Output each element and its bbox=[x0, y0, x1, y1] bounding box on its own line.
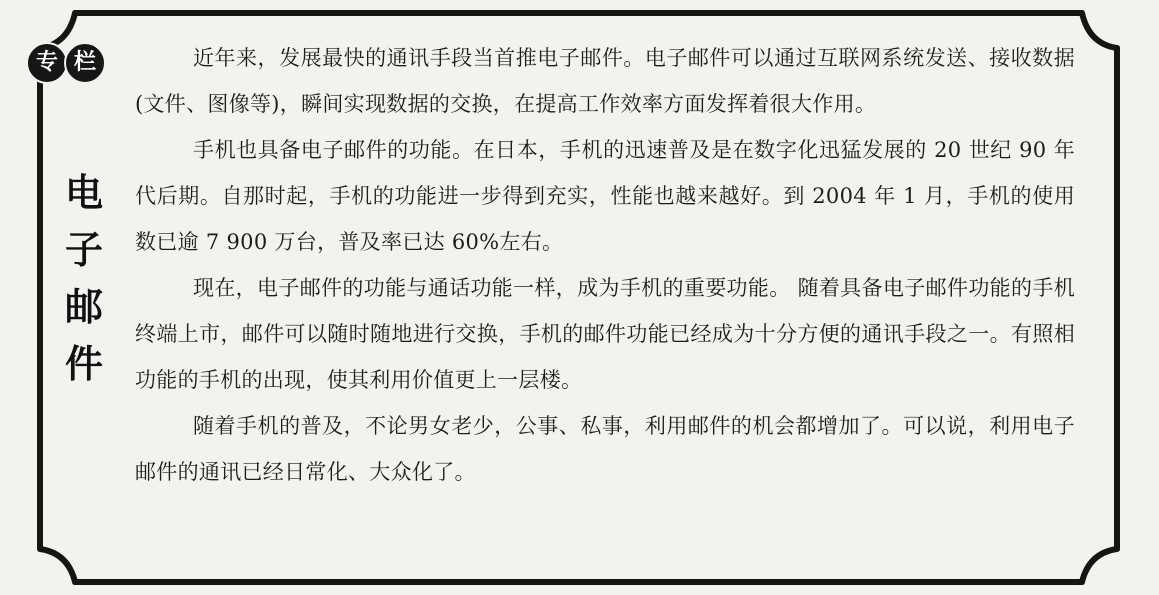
paragraph: 手机也具备电子邮件的功能。在日本，手机的迅速普及是在数字化迅猛发展的 20 世纪 90 年代后期。自那时起，手机的功能进一步得到充实，性能也越来越好。到 2004 年 1 月，手机的使用数已逾 7 900 万台，普及率已达 60%左右。 bbox=[135, 138, 1075, 254]
paragraph: 近年来，发展最快的通讯手段当首推电子邮件。电子邮件可以通过互联网系统发送、接收数据(文件、图像等)，瞬间实现数据的交换，在提高工作效率方面发挥着很大作用。 bbox=[135, 46, 1075, 116]
article-body bbox=[135, 35, 1075, 495]
paragraph: 现在，电子邮件的功能与通话功能一样，成为手机的重要功能。 随着具备电子邮件功能的手机终端上市，邮件可以随时随地进行交换，手机的邮件功能已经成为十分方便的通讯手段之一。有照相功能的手机的出现，使其利用价值更上一层楼。 bbox=[135, 276, 1075, 392]
paragraph: 随着手机的普及，不论男女老少，公事、私事，利用邮件的机会都增加了。可以说，利用电子邮件的通讯已经日常化、大众化了。 bbox=[135, 414, 1075, 484]
badge-char: 栏 bbox=[64, 42, 106, 84]
title-char: 电 bbox=[64, 171, 103, 215]
column-badge bbox=[26, 42, 102, 84]
title-char: 邮 bbox=[64, 285, 103, 329]
title-char: 子 bbox=[64, 228, 103, 272]
title-char: 件 bbox=[64, 342, 103, 386]
vertical-title bbox=[56, 165, 112, 393]
badge-char: 专 bbox=[26, 42, 68, 84]
